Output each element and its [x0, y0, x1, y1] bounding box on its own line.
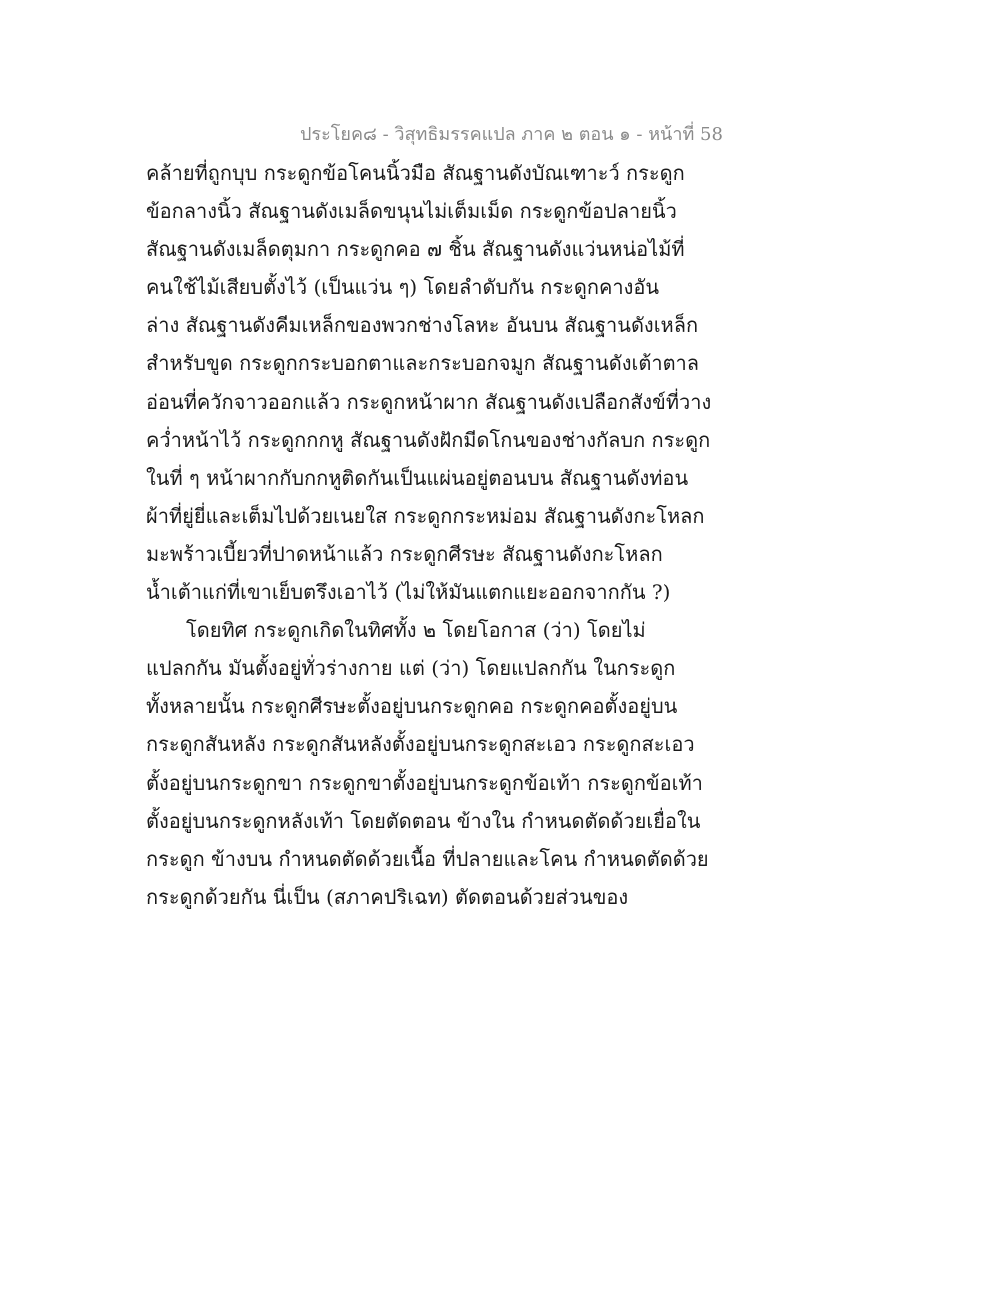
text-line: มะพร้าวเบี้ยวที่ปาดหน้าแล้ว กระดูกศีรษะ สัณฐานดังกะโหลก — [146, 541, 663, 566]
text-line: กระดูกสันหลัง กระดูกสันหลังตั้งอยู่บนกระดูกสะเอว กระดูกสะเอว — [146, 732, 695, 757]
text-line: กระดูก ข้างบน กำหนดตัดด้วยเนื้อ ที่ปลายและโคน กำหนดตัดด้วย — [146, 846, 709, 871]
text-line: ในที่ ๆ หน้าผากกับกกหูติดกันเป็นแผ่นอยู่ตอนบน สัณฐานดังท่อน — [146, 465, 689, 490]
text-line: ตั้งอยู่บนกระดูกหลังเท้า โดยตัดตอน ข้างใน กำหนดตัดด้วยเยื่อใน — [146, 808, 701, 833]
text-line: สัณฐานดังเมล็ดตุมกา กระดูกคอ ๗ ชิ้น สัณฐานดังแว่นหน่อไม้ที่ — [146, 237, 685, 262]
text-line: คนใช้ไม้เสียบตั้งไว้ (เป็นแว่น ๆ) โดยลำดับกัน กระดูกคางอัน — [146, 275, 660, 300]
text-line: คล้ายที่ถูกบุบ กระดูกข้อโคนนิ้วมือ สัณฐานดังบัณเฑาะว์ กระดูก — [146, 161, 685, 185]
text-line: แปลกกัน มันตั้งอยู่ทั่วร่างกาย แต่ (ว่า) โดยแปลกกัน ในกระดูก — [146, 656, 676, 681]
text-line: กระดูกด้วยกัน นี่เป็น (สภาคปริเฉท) ตัดตอนด้วยส่วนของ — [146, 884, 629, 909]
text-line: ตั้งอยู่บนกระดูกขา กระดูกขาตั้งอยู่บนกระดูกข้อเท้า กระดูกข้อเท้า — [146, 770, 703, 795]
text-line: ข้อกลางนิ้ว สัณฐานดังเมล็ดขนุนไม่เต็มเม็ด กระดูกข้อปลายนิ้ว — [146, 199, 677, 224]
running-header: ประโยค๘ - วิสุทธิมรรคแปล ภาค ๒ ตอน ๑ - หน้าที่ 58 — [300, 124, 723, 145]
text-line: อ่อนที่ควักจาวออกแล้ว กระดูกหน้าผาก สัณฐานดังเปลือกสังข์ที่วาง — [146, 389, 712, 414]
paragraph-first-line: โดยทิศ กระดูกเกิดในทิศทั้ง ๒ โดยโอกาส (ว่า) โดยไม่ — [186, 618, 646, 643]
text-line: คว่ำหน้าไว้ กระดูกกกหู สัณฐานดังฝักมีดโกนของช่างกัลบก กระดูก — [146, 427, 711, 452]
text-line: สำหรับขูด กระดูกกระบอกตาและกระบอกจมูก สัณฐานดังเต้าตาล — [146, 351, 700, 376]
text-line: ผ้าที่ยู่ยี่และเต็มไปด้วยเนยใส กระดูกกระหม่อม สัณฐานดังกะโหลก — [146, 503, 705, 528]
text-line: ทั้งหลายนั้น กระดูกศีรษะตั้งอยู่บนกระดูกคอ กระดูกคอตั้งอยู่บน — [146, 694, 678, 719]
text-line: ล่าง สัณฐานดังคีมเหล็กของพวกช่างโลหะ อันบน สัณฐานดังเหล็ก — [146, 313, 699, 338]
text-line: น้ำเต้าแก่ที่เขาเย็บตรึงเอาไว้ (ไม่ให้มันแตกแยะออกจากกัน ?) — [146, 580, 671, 605]
body-text — [146, 154, 866, 916]
